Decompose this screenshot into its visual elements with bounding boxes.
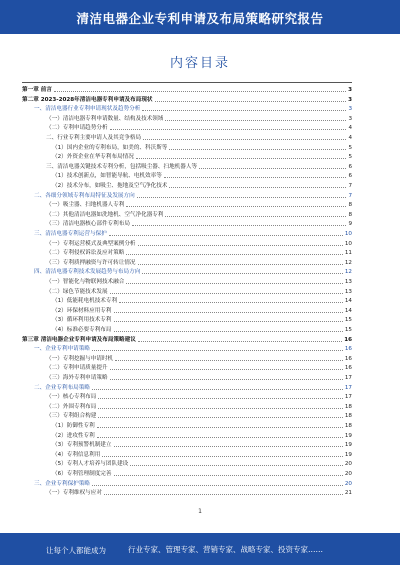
toc-entry-title: （一）专利运营模式及典型案例分析 — [46, 240, 136, 247]
toc-entry[interactable] — [34, 230, 352, 238]
toc-entry-title: （三）清洁电器核心部件专利布局 — [46, 221, 130, 228]
toc-entry-page: 18 — [344, 423, 352, 429]
toc-leader-dots — [102, 456, 343, 457]
toc-entry-title: （6）专利管理制度完善 — [52, 471, 112, 477]
toc-entry[interactable] — [52, 316, 352, 324]
toc-leader-dots — [110, 293, 343, 294]
toc-entry-page: 20 — [344, 471, 352, 477]
toc-entry-page: 21 — [344, 490, 352, 497]
toc-entry-title: （1）技术创新点，如智能导航、电机效率等 — [52, 173, 162, 180]
toc-entry-title: 三、清洁电器专利运营与保护 — [34, 231, 107, 237]
toc-divider — [22, 82, 352, 83]
toc-entry[interactable] — [34, 105, 352, 113]
toc-entry-page: 7 — [348, 192, 352, 199]
toc-entry[interactable] — [46, 211, 352, 219]
toc-entry[interactable] — [46, 124, 352, 132]
toc-leader-dots — [130, 465, 343, 466]
toc-entry[interactable] — [46, 201, 352, 209]
toc-leader-dots — [110, 129, 347, 130]
toc-entry-page: 6 — [348, 173, 352, 180]
toc-entry[interactable] — [22, 96, 352, 104]
toc-leader-dots — [164, 177, 347, 178]
toc-entry-title: （1）防御性专利 — [52, 423, 95, 429]
toc-entry-title: 第三章 清洁电器企业专利申请及布局策略建议 — [22, 336, 136, 343]
toc-entry-title: 二、各细分领域专利布局特征及发展方向 — [34, 192, 135, 199]
toc-entry-title: （二）外围专利布局 — [46, 403, 97, 410]
toc-entry-title: （三）专利组合构建 — [46, 413, 97, 420]
toc-entry-page: 17 — [344, 375, 352, 381]
toc-entry-title: （二）专利申请质量提升 — [46, 365, 108, 372]
toc-entry-page: 12 — [344, 259, 352, 266]
toc-leader-dots — [126, 254, 343, 255]
toc-entry[interactable] — [46, 115, 352, 123]
toc-entry-page: 15 — [344, 317, 352, 324]
toc-entry-title: （2）技术分布，如吸尘、拖地及空气净化技术 — [52, 183, 168, 189]
toc-entry[interactable] — [34, 268, 352, 276]
toc-entry-title: 第一章 前言 — [22, 87, 52, 93]
toc-entry-title: （4）标准必要专利布局 — [52, 327, 112, 333]
toc-entry-page: 14 — [344, 298, 352, 305]
toc-entry[interactable] — [46, 374, 352, 382]
toc-leader-dots — [98, 408, 343, 409]
toc-entry-page: 9 — [348, 221, 352, 228]
toc-entry[interactable] — [46, 412, 352, 420]
toc-entry-page: 19 — [344, 442, 352, 449]
toc-leader-dots — [155, 101, 347, 102]
table-of-contents — [22, 86, 352, 506]
report-header-bar — [0, 0, 400, 34]
toc-leader-dots — [97, 427, 343, 428]
toc-entry[interactable] — [52, 422, 352, 430]
toc-entry-title: （2）进攻性专利 — [52, 432, 95, 439]
toc-entry[interactable] — [22, 86, 352, 94]
toc-entry-title: 二、行业专利主要申请人及其竞争格局 — [46, 135, 142, 141]
toc-entry-page: 18 — [344, 413, 352, 420]
toc-entry-page: 15 — [344, 327, 352, 333]
toc-entry-title: （1）国内企业的专利布局，如美的、科沃斯等 — [52, 144, 168, 151]
toc-entry-title: （5）专利人才培养与团队建设 — [52, 461, 129, 468]
footer-slogan: 让每个人都能成为 — [46, 546, 106, 555]
toc-leader-dots — [114, 446, 343, 447]
toc-entry-title: 二、企业专利布局策略 — [34, 384, 90, 391]
toc-leader-dots — [132, 225, 347, 226]
toc-entry[interactable] — [22, 336, 352, 344]
toc-entry[interactable] — [52, 326, 352, 334]
toc-entry-title: （一）专利维权与应对 — [46, 490, 102, 497]
toc-entry-title: （三）专利质押融资与许可转让情况 — [46, 259, 136, 266]
toc-entry[interactable] — [52, 470, 352, 478]
toc-entry-title: 三、企业专利保护策略 — [34, 480, 90, 487]
footer-bar — [0, 533, 400, 565]
toc-entry[interactable] — [46, 240, 352, 248]
toc-entry-page: 3 — [348, 115, 352, 122]
toc-leader-dots — [138, 245, 343, 246]
toc-entry-title: （二）绿色节能技术发展 — [46, 288, 108, 295]
toc-entry-page: 13 — [344, 288, 352, 295]
toc-entry[interactable] — [46, 288, 352, 296]
toc-leader-dots — [143, 139, 346, 140]
toc-entry-title: （1）低能耗电机技术专利 — [52, 298, 118, 305]
toc-entry[interactable] — [34, 345, 352, 353]
toc-entry-title: （一）智能化与物联网技术融合 — [46, 279, 125, 285]
toc-entry-page: 16 — [344, 365, 352, 372]
toc-entry[interactable] — [52, 153, 352, 161]
toc-leader-dots — [165, 120, 346, 121]
toc-entry-page: 8 — [348, 202, 352, 209]
toc-entry-title: 一、企业专利申请策略 — [34, 346, 90, 353]
toc-entry-title: （一）专利挖掘与申请时机 — [46, 355, 114, 362]
toc-entry-page: 11 — [344, 250, 352, 257]
toc-entry-page: 20 — [344, 480, 352, 487]
toc-leader-dots — [92, 485, 343, 486]
toc-entry[interactable] — [46, 489, 352, 497]
toc-entry-title: （二）专利申请趋势分析 — [46, 125, 108, 132]
toc-entry[interactable] — [52, 297, 352, 305]
toc-entry[interactable] — [34, 192, 352, 200]
toc-leader-dots — [110, 369, 343, 370]
toc-entry[interactable] — [52, 432, 352, 440]
toc-entry-title: （二）专利侵权诉讼及应对策略 — [46, 250, 125, 257]
toc-entry[interactable] — [46, 355, 352, 363]
toc-entry-title: （4）专利信息利用 — [52, 451, 101, 458]
toc-leader-dots — [169, 149, 346, 150]
toc-entry-page: 8 — [348, 211, 352, 218]
toc-leader-dots — [114, 321, 343, 322]
toc-entry[interactable] — [52, 451, 352, 459]
toc-entry[interactable] — [52, 144, 352, 152]
toc-leader-dots — [92, 350, 343, 351]
toc-entry-page: 17 — [344, 384, 352, 391]
toc-leader-dots — [119, 302, 343, 303]
toc-entry-page: 5 — [348, 144, 352, 151]
toc-entry[interactable] — [52, 172, 352, 180]
toc-leader-dots — [54, 91, 346, 92]
toc-leader-dots — [114, 312, 343, 313]
toc-entry-page: 6 — [348, 163, 352, 170]
toc-entry-page: 20 — [344, 461, 352, 468]
toc-leader-dots — [92, 389, 343, 390]
toc-entry[interactable] — [52, 307, 352, 315]
toc-heading: 内容目录 — [169, 56, 230, 71]
toc-entry-page: 13 — [344, 279, 352, 285]
toc-entry-page: 16 — [344, 336, 352, 343]
toc-leader-dots — [137, 197, 347, 198]
toc-entry-page: 12 — [344, 269, 352, 276]
toc-entry-page: 19 — [344, 451, 352, 458]
toc-leader-dots — [142, 110, 346, 111]
toc-leader-dots — [114, 475, 343, 476]
toc-entry-page: 4 — [348, 125, 352, 132]
toc-entry-page: 16 — [344, 346, 352, 353]
toc-entry-page: 7 — [348, 183, 352, 189]
toc-entry-title: 第二章 2023-2028年清洁电器专利申请及布局现状 — [22, 96, 153, 103]
toc-entry[interactable] — [52, 182, 352, 190]
toc-entry-page: 3 — [348, 87, 352, 93]
toc-leader-dots — [126, 206, 346, 207]
toc-entry-page: 5 — [348, 154, 352, 161]
toc-leader-dots — [97, 437, 343, 438]
toc-entry[interactable] — [52, 460, 352, 468]
toc-entry-title: 三、清洁电器关键技术专利分析，包括吸尘器、扫地机器人等 — [46, 163, 198, 170]
report-title: 清洁电器企业专利申请及布局策略研究报告 — [76, 11, 324, 26]
toc-leader-dots — [98, 417, 343, 418]
toc-entry-page: 14 — [344, 307, 352, 314]
toc-entry-title: （2）环保材料应用专利 — [52, 307, 112, 314]
toc-leader-dots — [98, 398, 343, 399]
toc-entry[interactable] — [46, 403, 352, 411]
toc-leader-dots — [126, 283, 343, 284]
toc-entry-page: 4 — [348, 135, 352, 141]
page-number: 1 — [198, 508, 202, 515]
toc-entry-title: （三）海外专利申请策略 — [46, 375, 108, 381]
toc-entry-title: 一、清洁电器行业专利申请现状及趋势分析 — [34, 106, 141, 113]
toc-leader-dots — [169, 187, 346, 188]
toc-entry-page: 3 — [348, 96, 352, 103]
toc-entry[interactable] — [46, 364, 352, 372]
toc-entry-title: （2）外资企业在华专利布局情况 — [52, 154, 134, 161]
toc-leader-dots — [104, 494, 343, 495]
toc-entry-page: 3 — [348, 106, 352, 113]
toc-entry[interactable] — [46, 249, 352, 257]
toc-entry-title: （3）循环利用技术专利 — [52, 317, 112, 324]
toc-leader-dots — [165, 216, 346, 217]
toc-entry[interactable] — [46, 134, 352, 142]
toc-entry[interactable] — [46, 163, 352, 171]
toc-entry-page: 18 — [344, 403, 352, 410]
toc-entry[interactable] — [34, 384, 352, 392]
toc-entry[interactable] — [46, 278, 352, 286]
toc-leader-dots — [138, 341, 342, 342]
toc-leader-dots — [199, 168, 346, 169]
toc-entry-title: 四、清洁电器专利技术发展趋势与布局方向 — [34, 269, 141, 276]
toc-leader-dots — [138, 264, 343, 265]
toc-leader-dots — [136, 158, 347, 159]
toc-entry[interactable] — [52, 441, 352, 449]
toc-leader-dots — [142, 273, 343, 274]
toc-leader-dots — [115, 360, 343, 361]
toc-entry-title: （3）专利预警机制建立 — [52, 442, 112, 449]
toc-entry-page: 10 — [344, 231, 352, 237]
toc-entry-title: （一）清洁电器专利申请数量、结构及技术领域 — [46, 115, 164, 122]
toc-leader-dots — [114, 331, 343, 332]
toc-entry-title: （一）吸尘器、扫地机器人专利 — [46, 202, 125, 209]
toc-entry-page: 17 — [344, 394, 352, 401]
toc-entry[interactable] — [46, 259, 352, 267]
footer-tagline: 行业专家、管理专家、营销专家、战略专家、投资专家…… — [128, 545, 323, 554]
toc-entry[interactable] — [34, 480, 352, 488]
toc-entry-page: 19 — [344, 432, 352, 439]
toc-entry[interactable] — [46, 220, 352, 228]
toc-entry-title: （一）核心专利布局 — [46, 394, 97, 401]
toc-entry-page: 10 — [344, 240, 352, 247]
toc-leader-dots — [109, 235, 343, 236]
toc-entry[interactable] — [46, 393, 352, 401]
toc-entry-page: 16 — [344, 355, 352, 362]
toc-leader-dots — [110, 379, 343, 380]
toc-entry-title: （二）其他清洁电器如洗地机、空气净化器专利 — [46, 211, 164, 218]
